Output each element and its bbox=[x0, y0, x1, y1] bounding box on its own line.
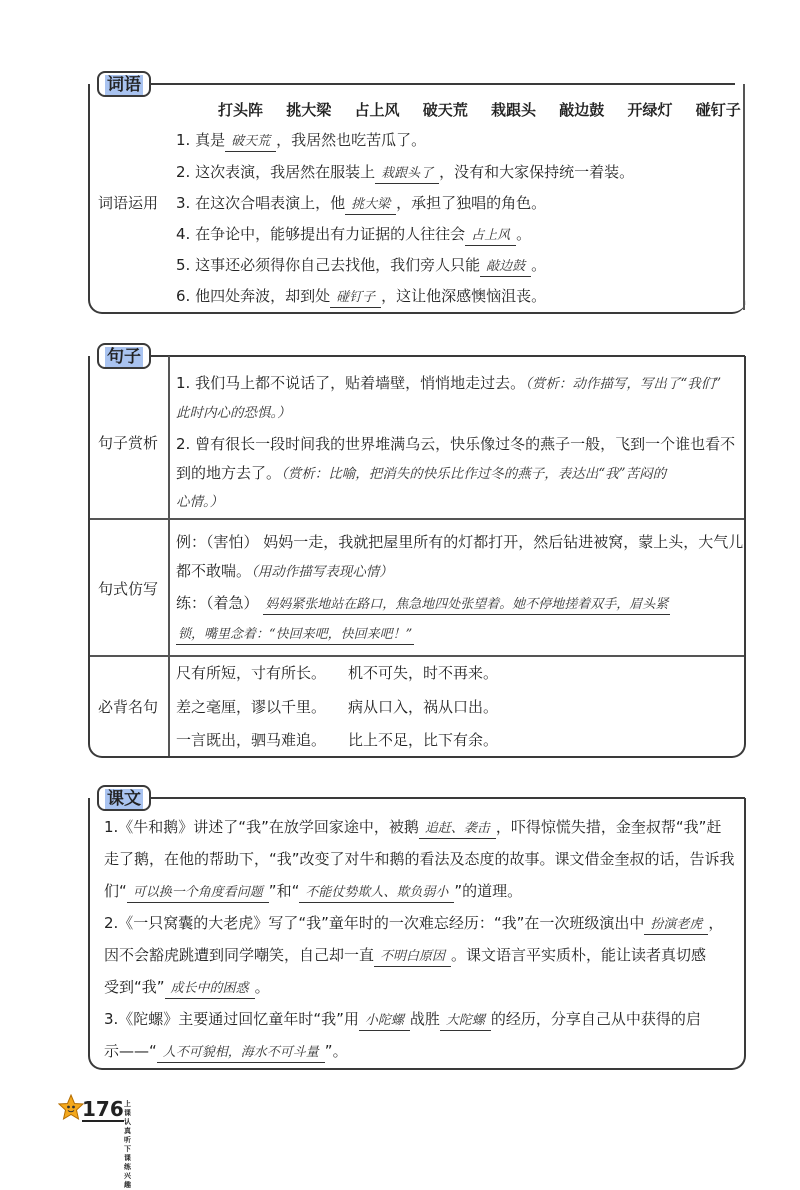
mingju-row-label: 必背名句 bbox=[98, 698, 159, 716]
answer-blank: 碰钉子 bbox=[330, 289, 381, 308]
mingju-row: 机不可失，时不再来。 bbox=[348, 664, 499, 682]
star-mascot-icon bbox=[58, 1094, 84, 1124]
answer-blank: 可以换一个角度看问题 bbox=[127, 884, 269, 903]
ciyu-line-1: 1. 真是 破天荒 ，我居然也吃苦瓜了。 bbox=[176, 129, 426, 152]
ciyu-line-6: 6. 他四处奔波，却到处 碰钉子 ，这让他深感懊恼沮丧。 bbox=[176, 285, 546, 308]
ciyu-right-rule bbox=[743, 84, 745, 310]
word-bank-item: 敲边鼓 bbox=[559, 101, 605, 119]
word-bank-item: 打头阵 bbox=[218, 101, 264, 119]
kewen-p3-line1: 3.《陀螺》主要通过回忆童年时“我”用 小陀螺 战胜 大陀螺 的经历，分享自己从中获得的启 bbox=[104, 1008, 701, 1031]
answer-blank: 破天荒 bbox=[225, 133, 276, 152]
answer-blank: 人不可貌相，海水不可斗量 bbox=[157, 1044, 325, 1063]
juzi-label-column-rule bbox=[168, 356, 170, 756]
answer-blank: 栽跟头了 bbox=[375, 165, 439, 184]
page-number: 176 bbox=[82, 1097, 124, 1121]
kewen-p1-line3: 们“ 可以换一个角度看问题 ”和“ 不能仗势欺人、欺负弱小 ”的道理。 bbox=[104, 880, 522, 903]
answer-blank: 小陀螺 bbox=[359, 1012, 410, 1031]
word-bank-item: 占上风 bbox=[354, 101, 400, 119]
fangxie-example-cont: 都不敢喘。（用动作描写表现心情） bbox=[176, 562, 393, 580]
ciyu-line-3: 3. 在这次合唱表演上，他 挑大梁 ，承担了独唱的角色。 bbox=[176, 192, 546, 215]
shangxi-row-label: 句子赏析 bbox=[98, 434, 159, 452]
word-bank-item: 碰钉子 bbox=[695, 101, 741, 119]
answer-blank: 追赶、袭击 bbox=[419, 820, 496, 839]
kewen-p1-line2: 走了鹅，在他的帮助下，“我”改变了对牛和鹅的看法及态度的故事。课文借金奎叔的话，告诉我 bbox=[104, 850, 735, 868]
shangxi-sentence-1-cont: 此时内心的恐惧。） bbox=[176, 405, 291, 421]
mingju-row: 差之毫厘，谬以千里。 bbox=[176, 698, 327, 716]
answer-blank: 占上风 bbox=[465, 227, 516, 246]
answer-blank: 扮演老虎 bbox=[644, 916, 708, 935]
answer-blank: 挑大梁 bbox=[345, 196, 396, 215]
word-bank-item: 开绿灯 bbox=[627, 101, 673, 119]
kewen-tag-text: 课文 bbox=[107, 789, 141, 809]
kewen-p3-line2: 示——“ 人不可貌相，海水不可斗量 ”。 bbox=[104, 1040, 348, 1063]
word-bank-item: 破天荒 bbox=[422, 101, 468, 119]
kewen-p1-line1: 1.《牛和鹅》讲述了“我”在放学回家途中，被鹅 追赶、袭击 ，吓得惊慌失措，金奎叔帮“我”赶 bbox=[104, 816, 721, 839]
shangxi-sentence-2-cont2: 心情。） bbox=[176, 494, 224, 510]
answer-blank: 妈妈紧张地站在路口，焦急地四处张望着。她不停地搓着双手，眉头紧 bbox=[263, 596, 670, 615]
fangxie-practice: 练：（着急） 妈妈紧张地站在路口，焦急地四处张望着。她不停地搓着双手，眉头紧 bbox=[176, 592, 670, 615]
ciyu-line-2: 2. 这次表演，我居然在服装上 栽跟头了 ，没有和大家保持统一着装。 bbox=[176, 161, 634, 184]
mingju-row: 尺有所短，寸有所长。 bbox=[176, 664, 327, 682]
juzi-row-divider bbox=[90, 518, 744, 520]
shangxi-sentence-1: 1. 我们马上都不说话了，贴着墙壁，悄悄地走过去。（赏析：动作描写，写出了“我们” bbox=[176, 374, 722, 392]
shangxi-sentence-2-cont: 到的地方去了。（赏析：比喻，把消失的快乐比作过冬的燕子，表达出“我”苦闷的 bbox=[176, 464, 667, 482]
fangxie-example: 例：（害怕） 妈妈一走，我就把屋里所有的灯都打开，然后钻进被窝，蒙上头，大气儿 bbox=[176, 533, 744, 551]
word-bank-item: 挑大梁 bbox=[286, 101, 332, 119]
ciyu-tag-text: 词语 bbox=[107, 75, 141, 95]
ciyu-line-5: 5. 这事还必须得你自己去找他，我们旁人只能 敲边鼓 。 bbox=[176, 254, 546, 277]
kewen-p2-line2: 因不会豁虎跳遭到同学嘲笑，自己却一直 不明白原因 。课文语言平实质朴，能让读者真切感 bbox=[104, 944, 706, 967]
mingju-row: 病从口入，祸从口出。 bbox=[348, 698, 499, 716]
footer-note: 上课认真听 下课练兴趣 bbox=[124, 1100, 131, 1189]
answer-blank: 大陀螺 bbox=[440, 1012, 491, 1031]
ciyu-row-label: 词语运用 bbox=[98, 194, 159, 212]
fangxie-practice-cont bbox=[176, 622, 414, 645]
answer-blank: 不明白原因 bbox=[374, 948, 451, 967]
answer-blank: 敲边鼓 bbox=[480, 258, 531, 277]
fangxie-row-label: 句式仿写 bbox=[98, 580, 159, 598]
answer-blank: 锁，嘴里念着：“快回来吧，快回来吧！” bbox=[176, 626, 414, 645]
answer-blank: 不能仗势欺人、欺负弱小 bbox=[299, 884, 454, 903]
mingju-row: 一言既出，驷马难追。 bbox=[176, 731, 327, 749]
ciyu-word-bank bbox=[218, 99, 741, 120]
juzi-tag-text: 句子 bbox=[107, 347, 141, 367]
mingju-row: 比上不足，比下有余。 bbox=[348, 731, 499, 749]
kewen-p2-line1: 2.《一只窝囊的大老虎》写了“我”童年时的一次难忘经历：“我”在一次班级演出中 扮演老虎 ， bbox=[104, 912, 723, 935]
shangxi-sentence-2: 2. 曾有很长一段时间我的世界堆满乌云，快乐像过冬的燕子一般，飞到一个谁也看不 bbox=[176, 435, 736, 453]
juzi-row-divider bbox=[90, 655, 744, 657]
answer-blank: 成长中的困惑 bbox=[165, 980, 255, 999]
kewen-p2-line3: 受到“我” 成长中的困惑 。 bbox=[104, 976, 270, 999]
word-bank-item: 栽跟头 bbox=[491, 101, 537, 119]
ciyu-line-4: 4. 在争论中，能够提出有力证据的人往往会 占上风 。 bbox=[176, 223, 531, 246]
